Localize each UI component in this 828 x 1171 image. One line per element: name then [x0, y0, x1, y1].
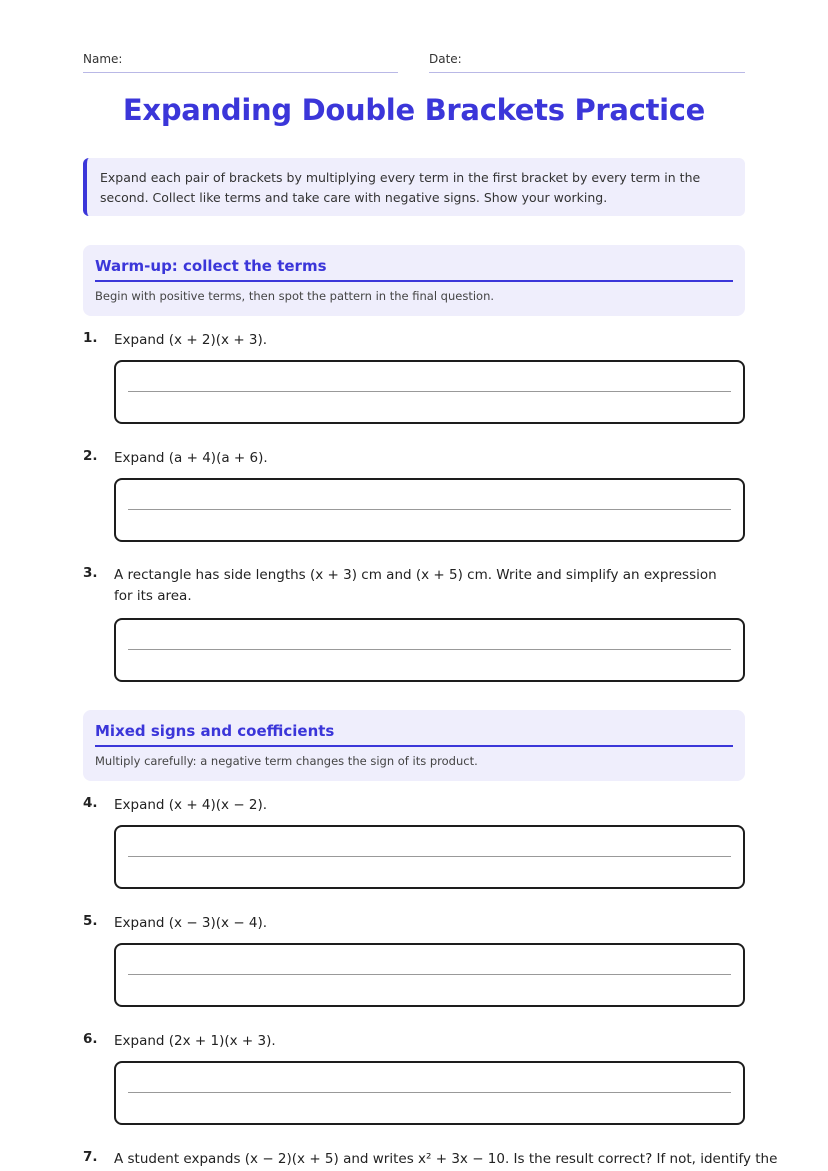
- name-label: Name:: [83, 52, 123, 66]
- page-title: Expanding Double Brackets Practice: [122, 93, 706, 127]
- instructions-box: [83, 158, 745, 216]
- section-title: Warm-up: collect the terms: [95, 256, 733, 282]
- question-text: A rectangle has side lengths (x + 3) cm and (x + 5) cm. Write and simplify an expression for its area.: [114, 567, 717, 604]
- question-text: Expand (a + 4)(a + 6).: [114, 450, 268, 466]
- answer-line: [128, 391, 731, 392]
- question-number: 1.: [83, 330, 98, 346]
- question-number: 6.: [83, 1031, 98, 1047]
- question-number: 4.: [83, 795, 98, 811]
- question-number: 7.: [83, 1149, 98, 1165]
- question-text: Expand (x − 3)(x − 4).: [114, 915, 268, 931]
- answer-box[interactable]: [114, 360, 745, 424]
- answer-box[interactable]: [114, 943, 745, 1007]
- question-number: 3.: [83, 565, 98, 581]
- header-fields: [83, 52, 745, 74]
- question-text: Expand (x + 2)(x + 3).: [114, 332, 268, 348]
- question-number: 2.: [83, 448, 98, 464]
- section-subtitle: Multiply carefully: a negative term changes the sign of its product.: [95, 754, 478, 768]
- question-text: Expand (2x + 1)(x + 3).: [114, 1033, 276, 1049]
- answer-box[interactable]: [114, 618, 745, 682]
- question-number: 5.: [83, 913, 98, 929]
- name-field[interactable]: [83, 52, 398, 73]
- question-text: Expand (x + 4)(x − 2).: [114, 797, 268, 813]
- section-title: Mixed signs and coefficients: [95, 721, 733, 747]
- question-text: A student expands (x − 2)(x + 5) and writes x² + 3x − 10. Is the result correct? If not, identify the: [114, 1151, 778, 1167]
- section-header-warm-up: [83, 245, 745, 316]
- answer-box[interactable]: [114, 825, 745, 889]
- answer-box[interactable]: [114, 478, 745, 542]
- answer-line: [128, 649, 731, 650]
- instructions-text: Expand each pair of brackets by multiplying every term in the first bracket by every term in the second. Collect like terms and take care with negative signs. Show your working.: [100, 170, 701, 205]
- answer-box[interactable]: [114, 1061, 745, 1125]
- answer-line: [128, 509, 731, 510]
- date-label: Date:: [429, 52, 462, 66]
- section-header-mixed-signs: [83, 710, 745, 781]
- answer-line: [128, 1092, 731, 1093]
- answer-line: [128, 856, 731, 857]
- date-field[interactable]: [429, 52, 745, 73]
- answer-line: [128, 974, 731, 975]
- section-subtitle: Begin with positive terms, then spot the pattern in the final question.: [95, 289, 495, 303]
